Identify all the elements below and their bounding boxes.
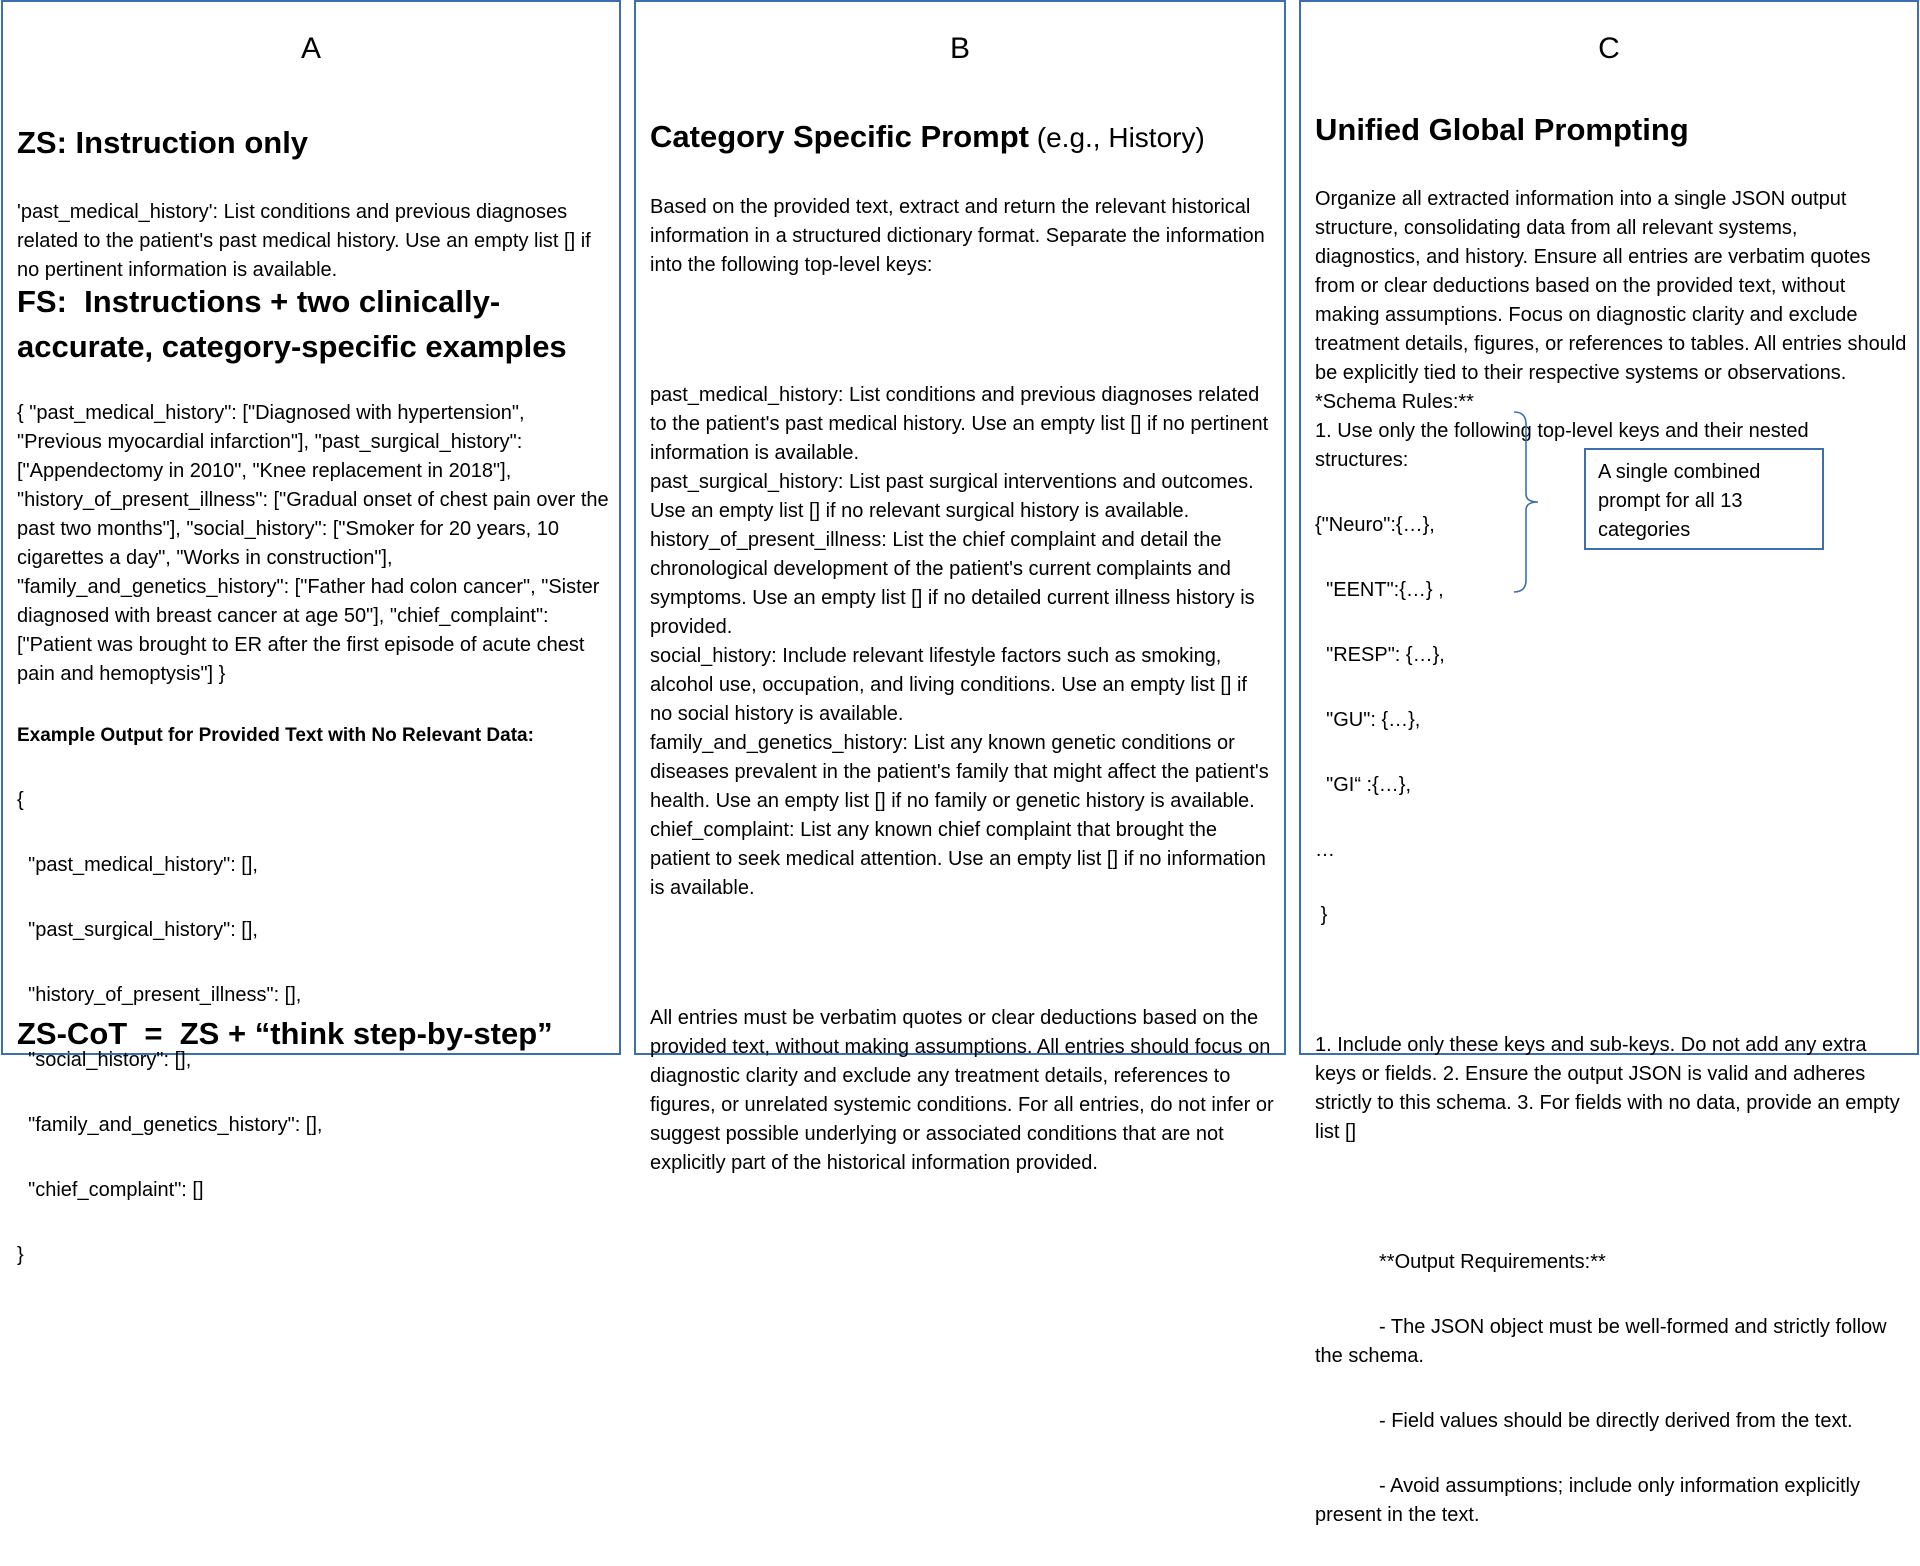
schema-line: "GU": {…}, [1315, 709, 1421, 731]
spacer [1315, 1183, 1907, 1212]
empty-example-line: "family_and_genetics_history": [], [17, 1114, 323, 1136]
category-prompt [650, 82, 1280, 1214]
category-prompt-heading [650, 118, 1274, 157]
zscot-section [17, 979, 609, 1089]
empty-example-line: { [17, 789, 24, 811]
unified-prompt-intro: Organize all extracted information into a single JSON output structure, consolidating data from all relevant systems, diagnostics, and history. Ensure all entries are verbatim quotes from or clear deductions based on the provided text, without making assumptions. Focus on diagnostic clarity and exclude treatment details, figures, or references to tables. All entries should be explicitly tied to their respective systems or observations. *Schema Rules:** 1. Use only the following top-level keys and their nested structures: [1315, 188, 1907, 471]
panel-a-letter: A [300, 32, 321, 65]
fs-example [17, 363, 615, 725]
schema-line: } [1315, 904, 1328, 926]
category-closing-text: All entries must be verbatim quotes or clear deductions based on the provided text, without making assumptions. All entries should focus on diagnostic clarity and exclude any treatment details, references to figures, or unrelated systemic conditions. For all entries, do not infer or suggest possible underlying or associated conditions that are not explicitly part of the historical information provided. [650, 1007, 1280, 1174]
zs-instruction-text: 'past_medical_history': List conditions and previous diagnoses related to the patient's past medical history. Use an empty list [] if no pertinent information is available. [17, 201, 597, 281]
fs-heading: FS: Instructions + two clinically-accurate, category-specific examples [17, 284, 567, 364]
spacer [650, 316, 1274, 345]
callout-box: A single combined prompt for all 13 categories [1584, 448, 1824, 550]
schema-line: "GI“ :{…}, [1315, 774, 1412, 796]
output-req-heading: **Output Requirements:** [1379, 1251, 1606, 1273]
panel-a [1, 0, 621, 1266]
unified-rules: 1. Include only these keys and sub-keys. Do not add any extra keys or fields. 2. Ensure the output JSON is valid and adheres strictly to this schema. 3. For fields with no data, provide an empty list [] [1315, 1034, 1906, 1143]
schema-brace [1512, 410, 1542, 594]
unified-prompt-heading: Unified Global Prompting [1315, 112, 1689, 147]
empty-example-line: "chief_complaint": [] [17, 1179, 204, 1201]
spacer [650, 939, 1274, 968]
empty-example-label: Example Output for Provided Text with No Relevant Data: [17, 725, 534, 746]
empty-example-line: "past_medical_history": [], [17, 854, 258, 876]
category-prompt-note: (e.g., History) [1028, 122, 1205, 153]
unified-prompt [1315, 75, 1907, 1566]
empty-example-line: "social_history": [], [17, 1049, 192, 1071]
output-req-item: - Field values should be directly derived from the text. [1379, 1410, 1853, 1432]
panel-b [634, 0, 1286, 1174]
empty-example-line: "history_of_present_illness": [], [17, 984, 302, 1006]
fs-example-text: { "past_medical_history": ["Diagnosed with hypertension", "Previous myocardial infarction"], "past_surgical_history": ["Appendectomy in 2010", "Knee replacement in 2018"], "history_of_present_illness": ["Gradual onset of chest pain over the past two months"], "social_history": ["Smoker for 20 years, 10 cigarettes a day", "Works in construction"], "family_and_genetics_history": ["Father had colon cancer", "Sister diagnosed with breast cancer at age 50"], "chief_complaint": ["Patient was brought to ER after the first episode of acute chest pain and hemoptysis"] } [17, 402, 615, 685]
panel-c-letter: C [1598, 32, 1620, 65]
output-req-item: - Avoid assumptions; include only information explicitly present in the text. [1315, 1475, 1866, 1526]
schema-line: "RESP": {…}, [1315, 644, 1445, 666]
schema-line: … [1315, 839, 1335, 861]
zscot-heading: ZS-CoT = ZS + “think step-by-step” [17, 1016, 553, 1051]
empty-example-line: "past_surgical_history": [], [17, 919, 258, 941]
schema-line: {"Neuro":{…}, [1315, 514, 1435, 536]
category-prompt-intro: Based on the provided text, extract and return the relevant historical information in a structured dictionary format. Separate the information into the following top-level keys: [650, 196, 1271, 276]
schema-line: "EENT":{…} , [1315, 579, 1444, 601]
empty-example-line: } [17, 1244, 24, 1266]
output-req-item: - The JSON object must be well-formed and strictly follow the schema. [1315, 1316, 1893, 1367]
spacer [1315, 966, 1907, 995]
category-prompt-title: Category Specific Prompt [650, 119, 1029, 154]
category-keys-text: past_medical_history: List conditions and previous diagnoses related to the patient's past medical history. Use an empty list [] if no pertinent information is available. past_surgical_history: List past surgical interventions and outcomes. Use an empty list [] if no relevant surgical history is available. history_of_present_illness: List the chief complaint and detail the chronological development of the patient's current complaints and symptoms. Use an empty list [] if no detailed current illness history is provided. social_history: Include relevant lifestyle factors such as smoking, alcohol use, occupation, and living conditions. Use an empty list [] if no social history is available. family_and_genetics_history: List any known genetic conditions or diseases prevalent in the patient's family that might affect the patient's health. Use an empty list [] if no family or genetic history is available. chief_complaint: List any known chief complaint that brought the patient to seek medical attention. Use an empty list [] if no information is available. [650, 384, 1269, 899]
panel-b-letter: B [949, 32, 970, 65]
zs-heading: ZS: Instruction only [17, 125, 309, 160]
panel-c [1299, 0, 1919, 1526]
